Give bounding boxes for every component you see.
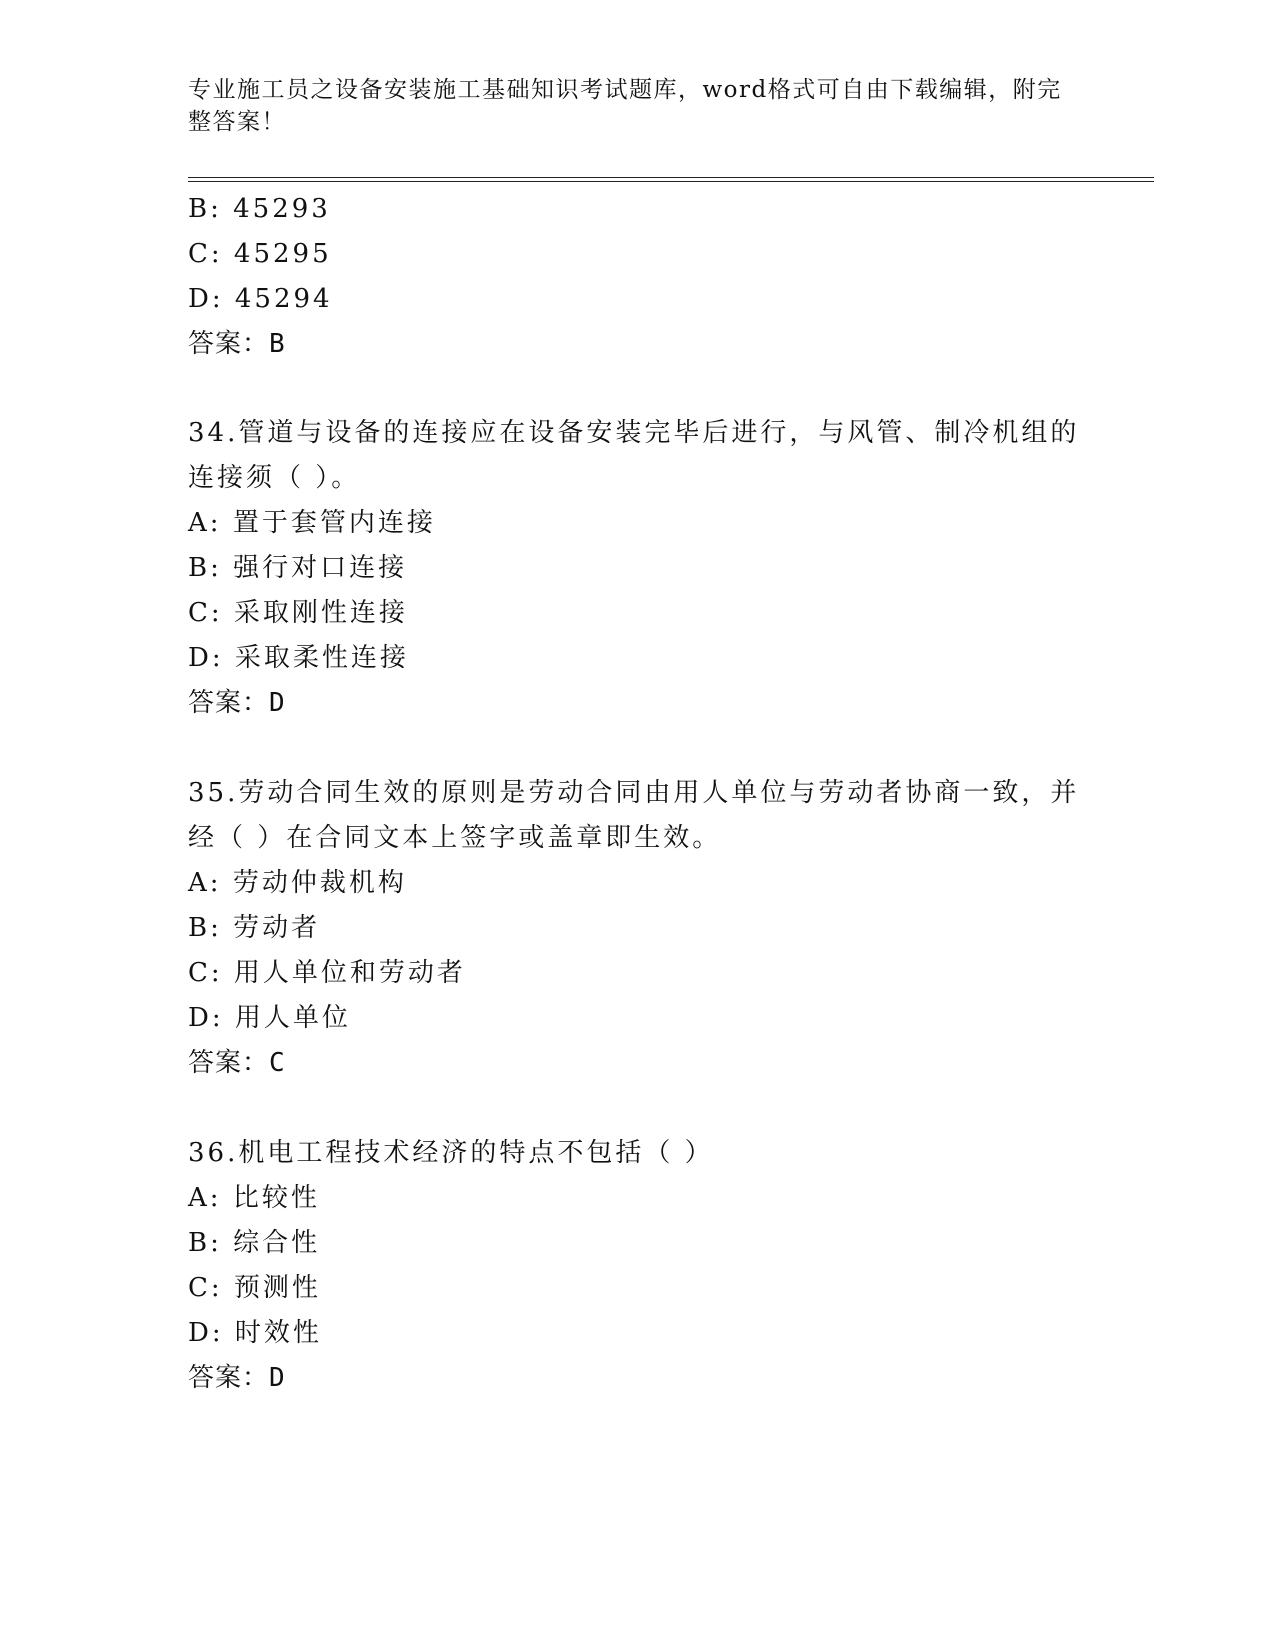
option-text: 劳动者 bbox=[233, 913, 321, 943]
option-line bbox=[188, 956, 466, 990]
header-rule-bottom bbox=[188, 181, 1154, 182]
question-stem: 经（ ）在合同文本上签字或盖章即生效。 bbox=[188, 823, 722, 853]
answer-value: B bbox=[269, 329, 286, 359]
option-line bbox=[188, 1001, 351, 1035]
option-line bbox=[188, 596, 408, 630]
option-key: D: bbox=[188, 1003, 224, 1033]
option-text: 预测性 bbox=[233, 1273, 321, 1303]
option-line bbox=[188, 641, 409, 675]
answer-line bbox=[188, 1361, 286, 1395]
option-key: B: bbox=[188, 1228, 222, 1258]
answer-value: D bbox=[269, 1363, 286, 1393]
option-key: D: bbox=[188, 643, 224, 673]
option-key: B: bbox=[188, 913, 222, 943]
option-key: C: bbox=[188, 598, 223, 628]
document-header bbox=[188, 74, 1068, 138]
option-key: C: bbox=[188, 958, 223, 988]
option-text: 采取柔性连接 bbox=[234, 643, 409, 673]
header-rule-top bbox=[188, 177, 1154, 178]
option-text: 45294 bbox=[234, 284, 333, 314]
answer-label: 答案： bbox=[188, 688, 270, 718]
option-key: B: bbox=[188, 194, 222, 224]
question-stem: 36.机电工程技术经济的特点不包括（ ） bbox=[188, 1138, 714, 1168]
option-key: C: bbox=[188, 239, 223, 269]
option-line bbox=[188, 1226, 320, 1260]
option-line bbox=[188, 551, 407, 585]
option-key: D: bbox=[188, 284, 224, 314]
option-text: 比较性 bbox=[232, 1183, 320, 1213]
option-text: 时效性 bbox=[234, 1318, 322, 1348]
option-key: A: bbox=[188, 868, 222, 898]
option-text: 劳动仲裁机构 bbox=[232, 868, 407, 898]
header-line-2: 整答案！ bbox=[188, 109, 286, 135]
option-text: 45295 bbox=[233, 239, 332, 269]
answer-line bbox=[188, 1046, 286, 1080]
option-text: 45293 bbox=[233, 194, 331, 224]
answer-label: 答案： bbox=[188, 1363, 270, 1393]
option-line bbox=[188, 1181, 320, 1215]
option-line bbox=[188, 866, 407, 900]
option-key: D: bbox=[188, 1318, 224, 1348]
option-text: 置于套管内连接 bbox=[232, 508, 436, 538]
question-stem: 35.劳动合同生效的原则是劳动合同由用人单位与劳动者协商一致，并 bbox=[188, 778, 1080, 808]
answer-label: 答案： bbox=[188, 1048, 270, 1078]
option-text: 强行对口连接 bbox=[233, 553, 408, 583]
option-key: A: bbox=[188, 1183, 222, 1213]
option-line bbox=[188, 237, 332, 271]
option-line bbox=[188, 911, 320, 945]
option-text: 综合性 bbox=[233, 1228, 321, 1258]
option-text: 用人单位 bbox=[234, 1003, 351, 1033]
option-key: B: bbox=[188, 553, 222, 583]
option-line bbox=[188, 1316, 322, 1350]
question-stem: 连接须（ ）。 bbox=[188, 463, 361, 493]
answer-value: D bbox=[269, 688, 286, 718]
header-line-1: 专业施工员之设备安装施工基础知识考试题库，word格式可自由下载编辑，附完 bbox=[188, 77, 1062, 103]
answer-label: 答案： bbox=[188, 329, 270, 359]
option-text: 用人单位和劳动者 bbox=[233, 958, 466, 988]
option-key: C: bbox=[188, 1273, 223, 1303]
option-line bbox=[188, 282, 333, 316]
answer-value: C bbox=[269, 1048, 286, 1078]
answer-line bbox=[188, 327, 286, 361]
question-stem: 34.管道与设备的连接应在设备安装完毕后进行，与风管、制冷机组的 bbox=[188, 418, 1080, 448]
option-line bbox=[188, 192, 331, 226]
option-text: 采取刚性连接 bbox=[233, 598, 408, 628]
answer-line bbox=[188, 686, 286, 720]
option-line bbox=[188, 506, 436, 540]
option-line bbox=[188, 1271, 321, 1305]
option-key: A: bbox=[188, 508, 222, 538]
